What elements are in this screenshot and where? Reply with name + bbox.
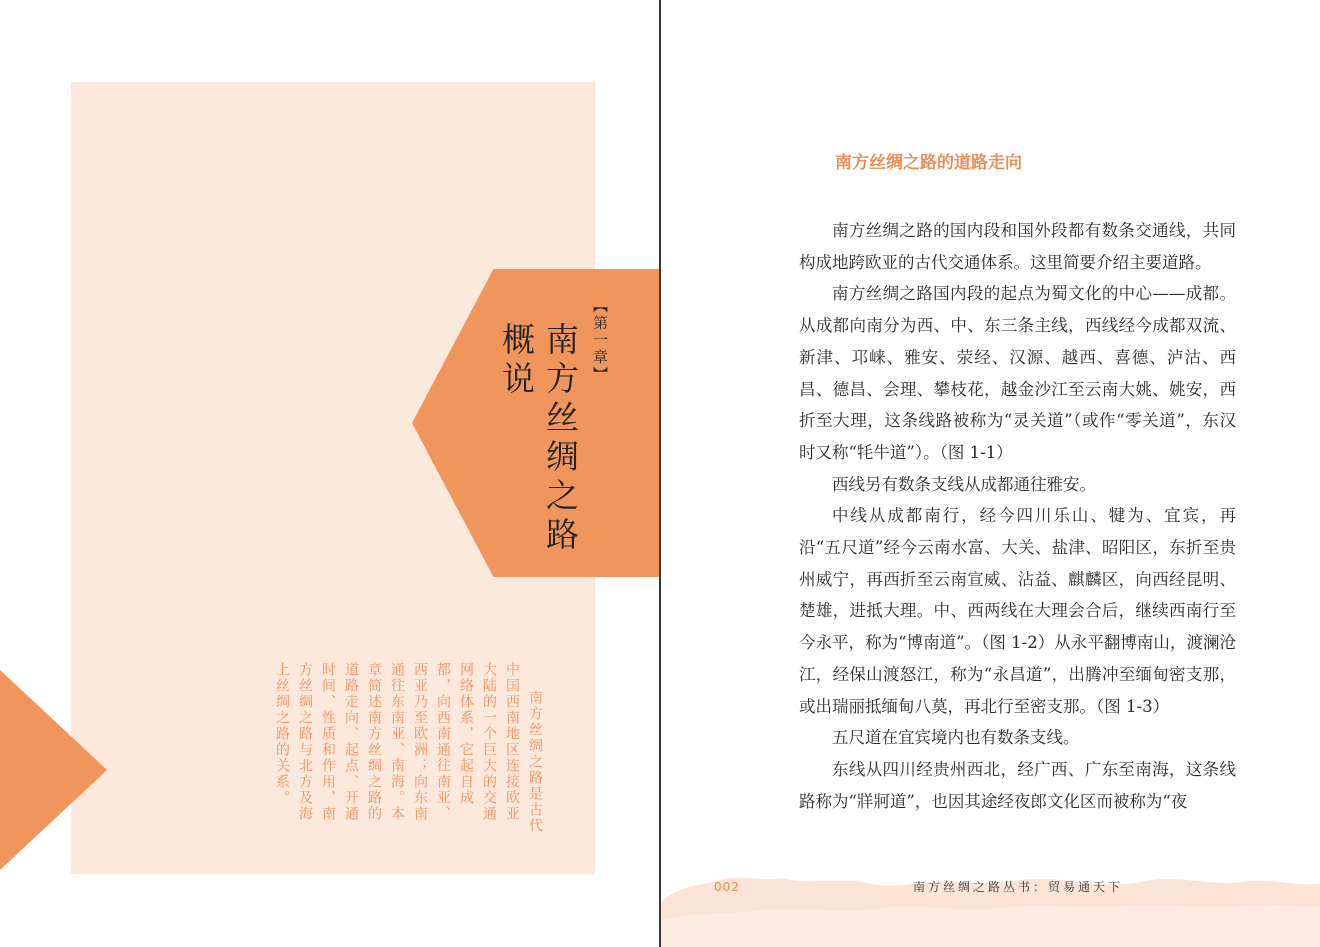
chapter-intro-text: 中国西南地区连接欧亚大陆的一个巨大的交通网络体系，它起自成都，向西南通往南亚、西亚乃至欧洲；向东南通往东南亚、南海。本章简述南方丝绸之路的道路走向、起点、开通时间、性质和作用，南方丝绸之路与北方及海上丝绸之路的关系。 [274, 662, 520, 822]
decorative-triangle [0, 670, 107, 870]
chapter-intro-line: 南方丝绸之路是古代 [527, 690, 543, 834]
paragraph: 西线另有数条支线从成都通往雅安。 [832, 474, 1096, 494]
paragraph: 东线从四川经贵州西北，经广西、广东至南海，这条线路称为“牂牁道”，也因其途经夜郎文化区而被称为“夜 [799, 759, 1236, 811]
page-number: 002 [714, 880, 740, 894]
paragraph: 南方丝绸之路的国内段和国外段都有数条交通线，共同构成地跨欧亚的古代交通体系。这里简要介绍主要道路。 [799, 221, 1236, 272]
paragraph: 五尺道在宜宾境内也有数条支线。 [832, 728, 1080, 748]
chapter-number-label: 【第一章】 [591, 298, 609, 383]
left-page [0, 0, 659, 947]
paragraph: 南方丝绸之路国内段的起点为蜀文化的中心——成都。从成都向南分为西、中、东三条主线，西线经今成都双流、新津、邛崃、雅安、荥经、汉源、越西、喜德、泸沽、西昌、德昌、会理、攀枝花，越金沙江至云南大姚、姚安，西折至大理，这条线路被称为“灵关道”（或作“零关道”，东汉时又称“牦牛道”）。（图 1-1） [799, 284, 1236, 462]
section-heading: 南方丝绸之路的道路走向 [835, 153, 1022, 173]
chapter-subtitle: 概说 [497, 322, 536, 400]
chapter-intro [236, 662, 546, 837]
chapter-title: 南方丝绸之路 [541, 322, 580, 556]
paragraph: 中线从成都南行，经今四川乐山、犍为、宜宾，再沿“五尺道”经今云南水富、大关、盐津、昭阳区，东折至贵州威宁，再西折至云南宣威、沾益、麒麟区，向西经昆明、楚雄，进抵大理。中、西两线在大理会合后，继续西南行至今永平，称为“博南道”。（图 1-2）从永平翻博南山，渡澜沧江，经保山渡怒江，称为“永昌道”，出腾冲至缅甸密支那，或出瑞丽抵缅甸八莫，再北行至密支那。（图 1-3） [799, 506, 1236, 716]
running-title: 南方丝绸之路丛书：贸易通天下 [913, 880, 1124, 894]
body-text [799, 215, 1236, 817]
